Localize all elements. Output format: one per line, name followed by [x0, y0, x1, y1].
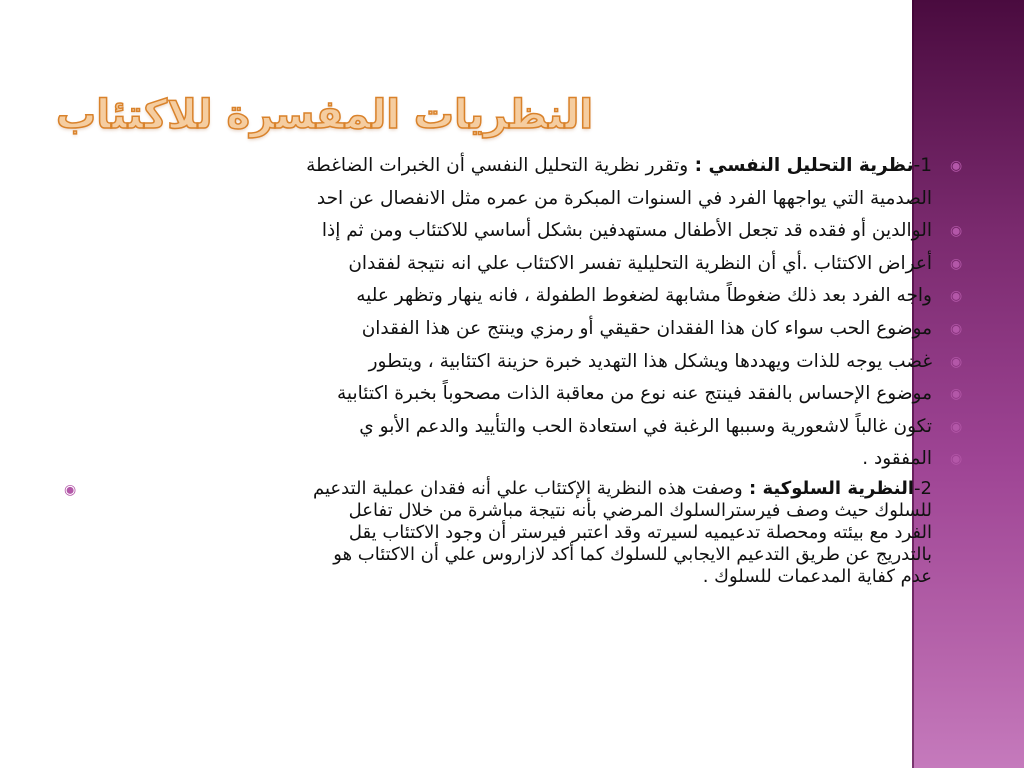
bullet-icon: ◉ [950, 288, 963, 305]
bullet-icon: ◉ [950, 386, 963, 403]
bullet-icon: ◉ [950, 418, 963, 435]
bullet-icon: ◉ [950, 451, 963, 468]
section1-line-9 [60, 411, 963, 444]
section2-line-2 [60, 500, 932, 522]
bullet-icon: ◉ [950, 255, 963, 272]
section1-line-text: واجه الفرد بعد ذلك ضغوطاً مشابهة لضغوط الطفولة ، فانه ينهار وتظهر عليه [356, 285, 932, 307]
section-behavioral [60, 478, 932, 588]
section1-line-text: أعراض الاكتئاب .أي أن النظرية التحليلية تفسر الاكتئاب علي انه نتيجة لفقدان [348, 252, 932, 274]
section-psychoanalytic [60, 150, 963, 476]
section1-line-text: موضوع الإحساس بالفقد فينتج عنه نوع من معاقبة الذات مصحوباً بخبرة اكتئابية [336, 383, 932, 405]
bullet-icon: ◉ [950, 353, 963, 370]
section1-line-text: الوالدين أو فقده قد تجعل الأطفال مستهدفين بشكل أساسي للاكتئاب ومن ثم إذا [321, 220, 932, 242]
section1-colon: : [688, 155, 709, 176]
section1-line-10 [60, 443, 963, 476]
section2-line-text: الفرد مع بيئته ومحصلة تدعيميه لسيرته وقد اعتبر فيرستر أن وجود الاكتئاب يقل [348, 521, 932, 543]
section2-line-1 [60, 478, 932, 500]
section1-line-2 [60, 183, 932, 216]
section1-line-6 [60, 313, 963, 346]
section1-line-4 [60, 248, 963, 281]
section1-heading: نظرية التحليل النفسي [708, 155, 914, 176]
section1-line-text: المفقود . [862, 448, 932, 470]
bullet-icon: ◉ [64, 481, 77, 498]
bullet-icon: ◉ [950, 223, 963, 240]
section1-line1-text: وتقرر نظرية التحليل النفسي أن الخبرات الضاغطة [306, 155, 689, 176]
section2-heading: النظرية السلوكية [762, 477, 915, 499]
slide-content [60, 150, 963, 588]
section2-line1-text: وصفت هذه النظرية الإكتئاب علي أنه فقدان عملية التدعيم [313, 477, 743, 499]
section1-number: 1- [913, 155, 932, 176]
section2-line-3 [60, 522, 932, 544]
section2-line-5 [60, 566, 932, 588]
section2-colon: : [742, 477, 763, 499]
section1-line-7 [60, 346, 963, 379]
section2-line-4 [60, 544, 932, 566]
section1-line-text: موضوع الحب سواء كان هذا الفقدان حقيقي أو رمزي وينتج عن هذا الفقدان [361, 317, 932, 339]
section1-line-1 [60, 150, 963, 183]
section1-line-text: الصدمية التي يواجهها الفرد في السنوات المبكرة من عمره مثل الانفصال عن احد [316, 187, 932, 209]
section1-line-text: تكون غالباً لاشعورية وسببها الرغبة في استعادة الحب والتأييد والدعم الأبو ي [359, 415, 932, 437]
bullet-icon: ◉ [950, 158, 963, 174]
section1-line-8 [60, 378, 963, 411]
section1-line-5 [60, 280, 963, 313]
bullet-icon: ◉ [950, 320, 963, 337]
section1-line-text: غضب يوجه للذات ويهددها ويشكل هذا التهديد خبرة حزينة اكتئابية ، ويتطور [368, 350, 932, 372]
section2-line-text: للسلوك حيث وصف فيرسترالسلوك المرضي بأنه نتيجة مباشرة من خلال تفاعل [348, 499, 932, 521]
section2-line-text: عدم كفاية المدعمات للسلوك . [702, 565, 932, 587]
section1-line-3 [60, 215, 963, 248]
slide-title: النظريات المفسرة للاكتئاب [56, 92, 594, 138]
section2-line-text: بالتدريج عن طريق التدعيم الايجابي للسلوك كما أكد لازاروس علي أن الاكتئاب هو [333, 543, 932, 565]
section2-number: 2- [914, 477, 932, 499]
